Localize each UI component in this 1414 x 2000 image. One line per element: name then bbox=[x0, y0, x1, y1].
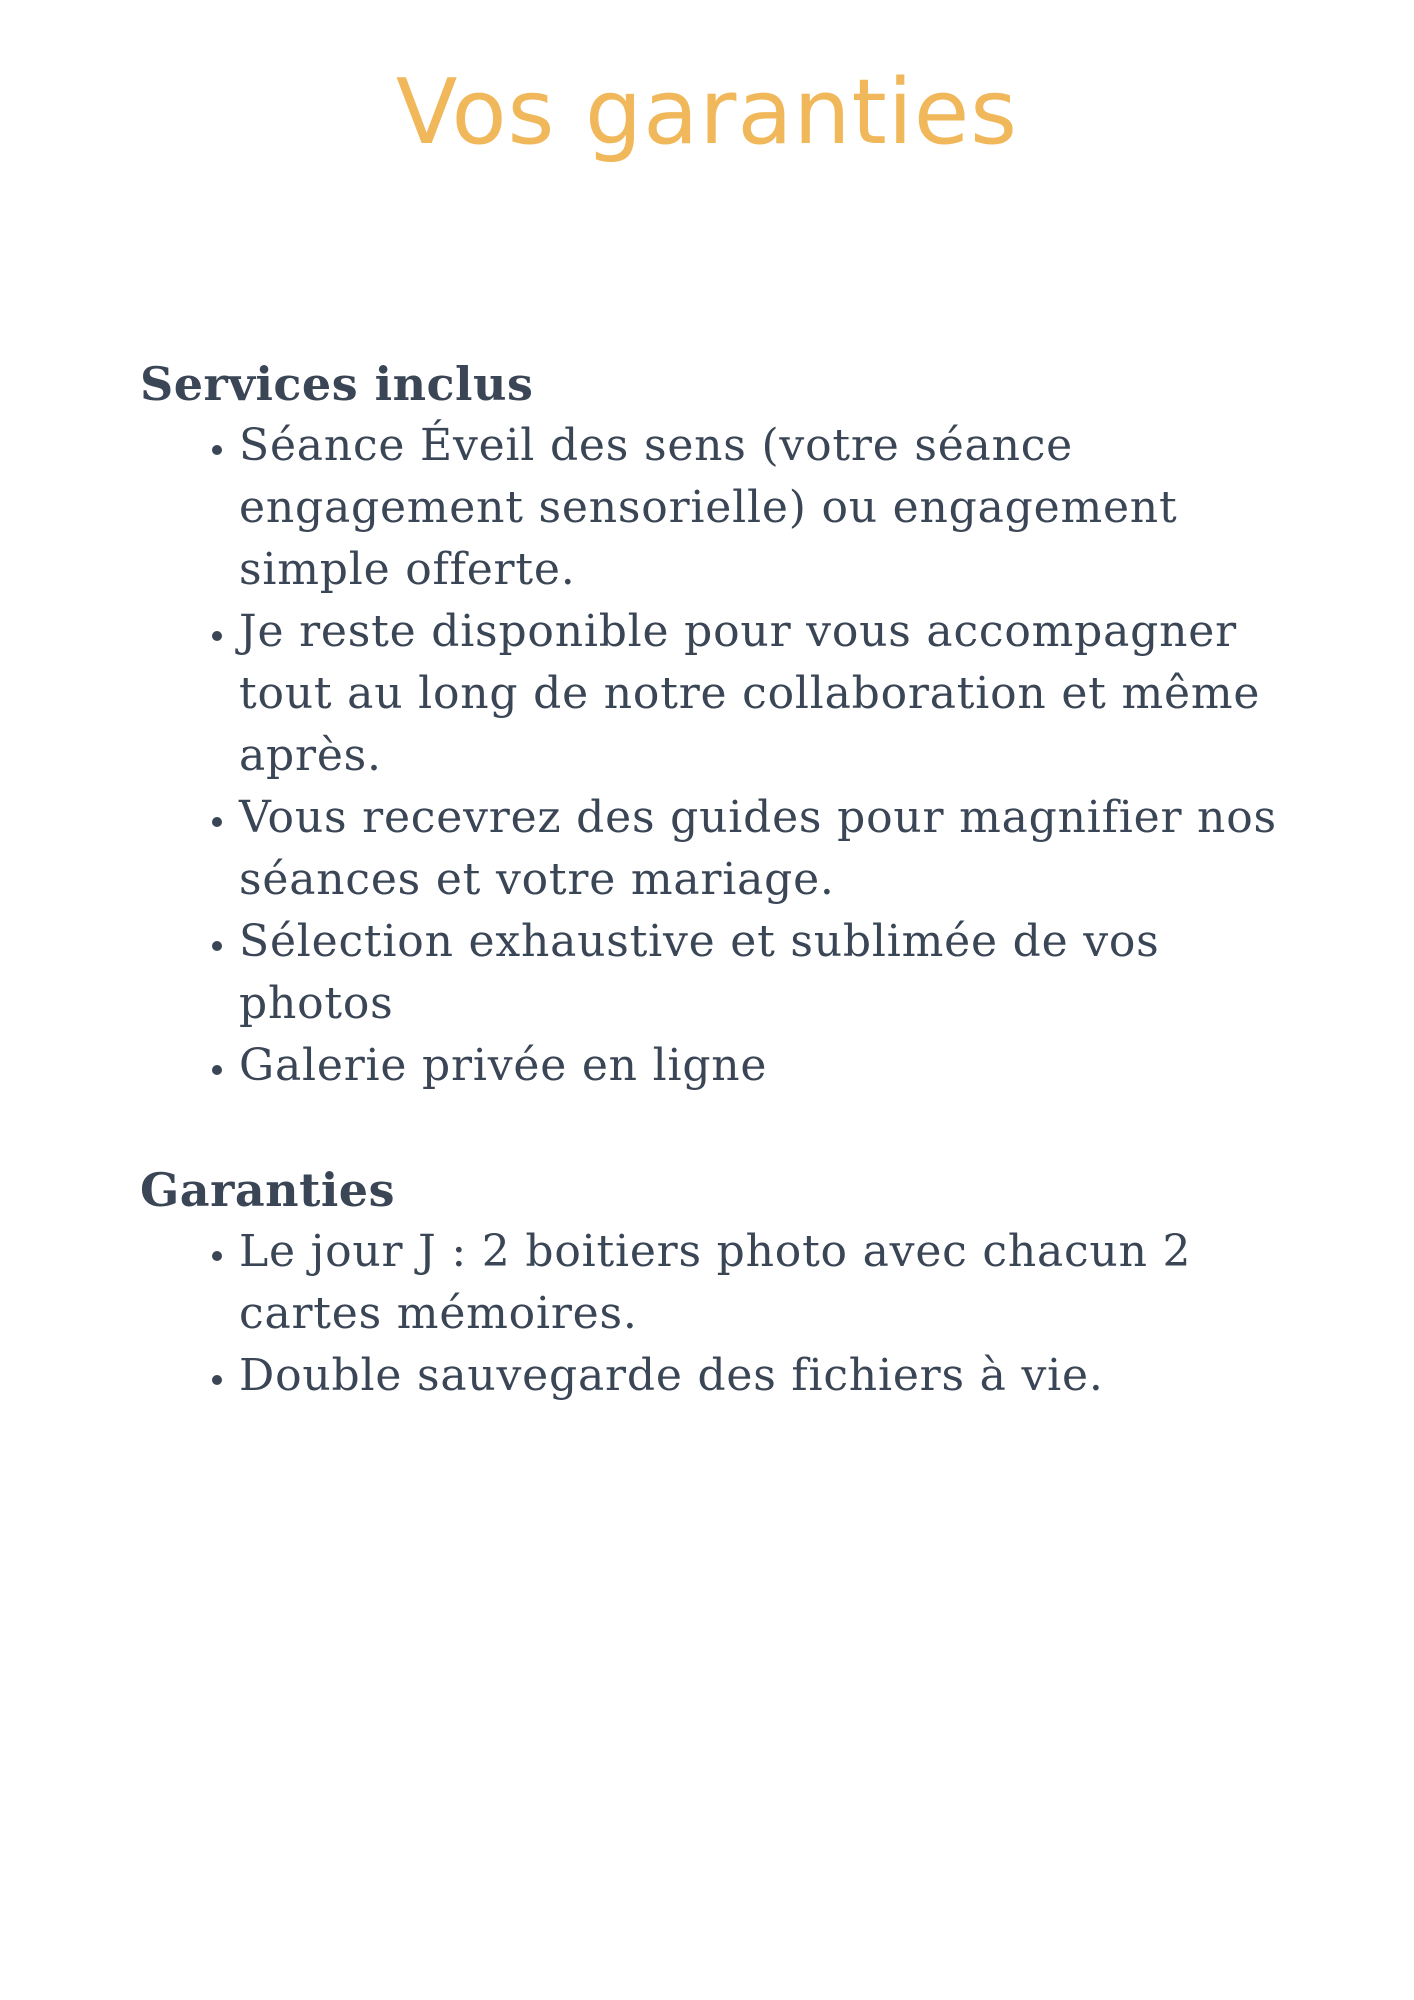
section-spacer bbox=[140, 1097, 1290, 1159]
garanties-list bbox=[140, 1221, 1290, 1407]
section-heading: Services inclus bbox=[140, 357, 534, 411]
section-garanties bbox=[140, 1159, 1290, 1407]
list-item: • Galerie privée en ligne bbox=[239, 1035, 1290, 1097]
section-heading: Garanties bbox=[140, 1163, 395, 1217]
document-content bbox=[140, 353, 1290, 1407]
list-item: • Vous recevrez des guides pour magnifier nos séances et votre mariage. bbox=[239, 787, 1290, 911]
list-item: • Séance Éveil des sens (votre séance engagement sensorielle) ou engagement simple offerte. bbox=[239, 415, 1290, 601]
section-services-inclus bbox=[140, 353, 1290, 1097]
list-item: • Le jour J : 2 boitiers photo avec chacun 2 cartes mémoires. bbox=[239, 1221, 1290, 1345]
list-item: • Je reste disponible pour vous accompagner tout au long de notre collaboration et même après. bbox=[239, 601, 1290, 787]
list-item: • Double sauvegarde des fichiers à vie. bbox=[239, 1345, 1290, 1407]
services-list bbox=[140, 415, 1290, 1097]
list-item: • Sélection exhaustive et sublimée de vos photos bbox=[239, 911, 1290, 1035]
page-title: Vos garanties bbox=[395, 60, 1019, 165]
